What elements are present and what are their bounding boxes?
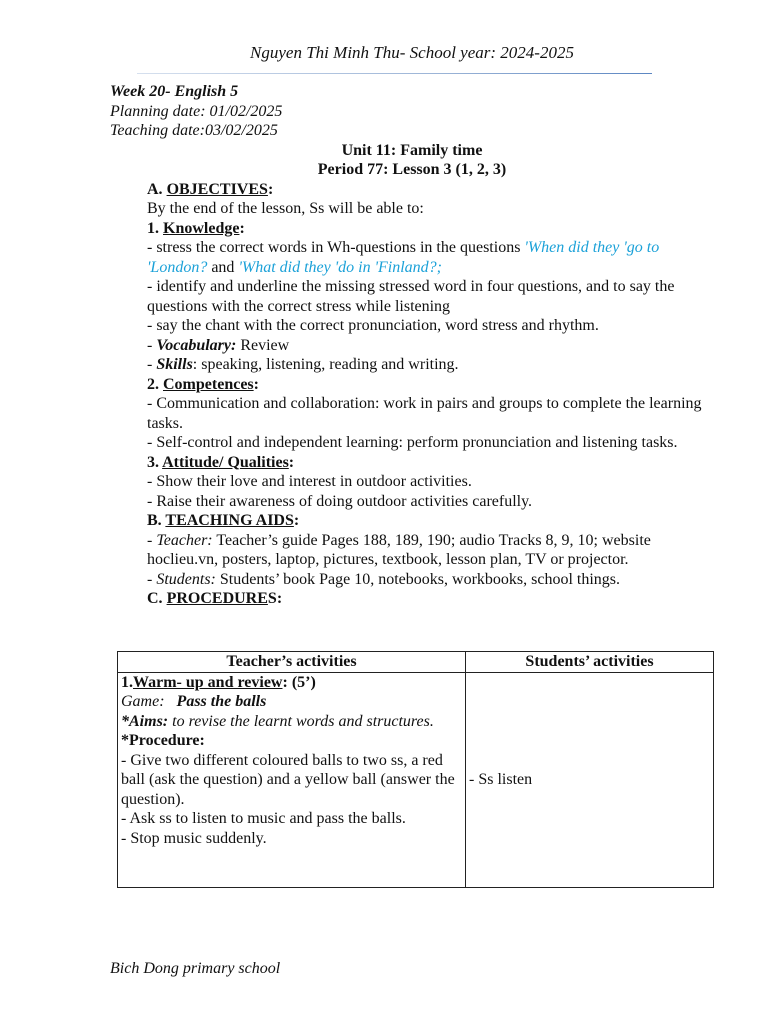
objectives-intro: By the end of the lesson, Ss will be able to: (147, 200, 424, 217)
student-aids: - Students: Students’ book Page 10, notebooks, workbooks, school things. (147, 570, 621, 588)
planning-date: Planning date: 01/02/2025 (110, 102, 283, 120)
teaching-aids-heading: B. TEACHING AIDS: (147, 512, 300, 529)
objectives-heading: A. OBJECTIVES: (147, 180, 274, 198)
students-activities-header: Students’ activities (466, 652, 714, 673)
page-footer: Bich Dong primary school (110, 960, 281, 977)
table-row (118, 672, 714, 887)
knowledge-item-3: - say the chant with the correct pronunciation, word stress and rhythm. (147, 317, 599, 334)
procedures-table (117, 651, 714, 888)
table-header-row (118, 652, 714, 673)
knowledge-heading: 1. Knowledge: (147, 219, 245, 237)
procedure-step-2: - Ask ss to listen to music and pass the balls. (121, 810, 406, 827)
competence-item-2: - Self-control and independent learning: perform pronunciation and listening tasks. (147, 434, 678, 451)
skills-item: - Skills: speaking, listening, reading and writing. (147, 356, 459, 373)
procedures-heading: C. PROCEDURES: (147, 590, 283, 607)
vocabulary-item: - Vocabulary: Review (147, 336, 290, 354)
aims-line: *Aims: to revise the learnt words and structures. (121, 712, 434, 730)
attitude-heading: 3. Attitude/ Qualities: (147, 453, 295, 471)
competence-item-1: - Communication and collaboration: work in pairs and groups to complete the learning tasks. (147, 395, 702, 432)
students-activities-cell (466, 672, 714, 887)
teacher-aids: - Teacher: Teacher’s guide Pages 188, 189, 190; audio Tracks 8, 9, 10; website hoclieu.vn, posters, laptop, pictures, textbook, lesson plan, TV or projector. (147, 531, 651, 568)
knowledge-item-2: - identify and underline the missing stressed word in four questions, and to say the questions with the correct stress while listening (147, 278, 675, 315)
teaching-date: Teaching date:03/02/2025 (110, 122, 278, 139)
game-line: Game: Pass the balls (121, 693, 267, 710)
period-title: Period 77: Lesson 3 (1, 2, 3) (317, 161, 507, 178)
page-header: Nguyen Thi Minh Thu- School year: 2024-2025 (250, 43, 574, 62)
teacher-activities-header: Teacher’s activities (118, 652, 466, 673)
unit-title: Unit 11: Family time (341, 141, 483, 159)
procedure-label: *Procedure: (121, 732, 205, 749)
week-title: Week 20- English 5 (110, 83, 239, 100)
warmup-heading: 1.Warm- up and review: (5’) (121, 673, 316, 691)
procedure-step-1: - Give two different coloured balls to two ss, a red ball (ask the question) and a yellow ball (answer the question). (121, 751, 455, 808)
attitude-item-2: - Raise their awareness of doing outdoor activities carefully. (147, 492, 533, 510)
teacher-activities-cell (118, 672, 466, 887)
competences-heading: 2. Competences: (147, 375, 259, 393)
attitude-item-1: - Show their love and interest in outdoor activities. (147, 473, 472, 490)
knowledge-item-1: - stress the correct words in Wh-questions in the questions 'When did they 'go to 'London? and 'What did they 'do in 'Finland?; (147, 239, 660, 276)
lesson-plan-body (110, 82, 714, 609)
students-response: - Ss listen (469, 770, 533, 788)
procedure-step-3: - Stop music suddenly. (121, 829, 267, 847)
header-divider (137, 73, 652, 74)
